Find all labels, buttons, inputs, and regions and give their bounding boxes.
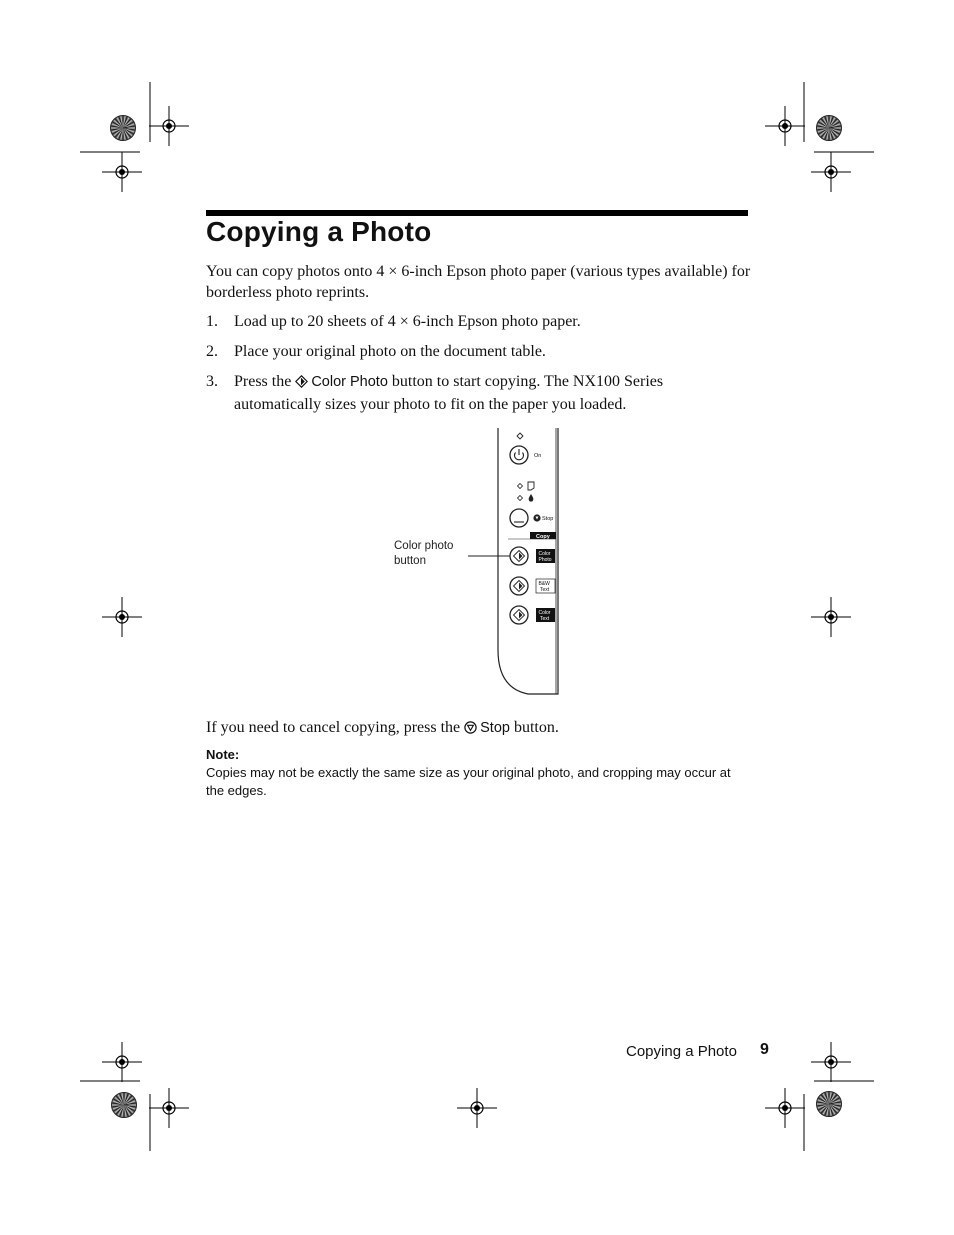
color-photo-label: Color Photo: [311, 374, 388, 390]
bw-text-line2: Text: [540, 587, 550, 593]
color-photo-line2: Photo: [538, 557, 552, 563]
color-text-line2: Text: [540, 616, 550, 622]
note-heading: Note:: [206, 747, 240, 762]
color-photo-line1: Color: [538, 551, 551, 557]
paper-light-icon: [518, 484, 523, 489]
stop-label: Stop: [480, 720, 510, 736]
step-3-line2: automatically sizes your photo to fit on the paper you loaded.: [234, 396, 627, 413]
ink-light-icon: [518, 496, 523, 501]
step-number: 1.: [206, 313, 218, 330]
paper-icon: [528, 482, 534, 490]
note-text: Copies may not be exactly the same size as your original photo, and cropping may occur at the edges.: [206, 765, 731, 798]
power-button[interactable]: [510, 446, 528, 464]
step-text: Place your original photo on the document table.: [234, 343, 546, 360]
color-text-line1: Color: [538, 610, 551, 616]
bw-text-button[interactable]: [510, 577, 528, 595]
step-number: 3.: [206, 373, 218, 390]
copy-label: Copy: [536, 534, 550, 540]
stop-button[interactable]: [510, 509, 528, 527]
on-label: On: [534, 453, 542, 459]
step-number: 2.: [206, 343, 218, 360]
footer-section-title: Copying a Photo: [626, 1043, 737, 1060]
color-text-button[interactable]: [510, 606, 528, 624]
stop-icon: [533, 514, 540, 521]
step-3-post: button to start copying. The NX100 Series: [391, 373, 664, 390]
callout-label: Color photo button: [394, 540, 454, 567]
cancel-pre: If you need to cancel copying, press the: [206, 719, 461, 736]
color-photo-button[interactable]: [510, 547, 528, 565]
power-light-icon: [517, 433, 523, 439]
cancel-instruction: [206, 717, 766, 740]
stop-label: Stop: [542, 516, 554, 522]
intro-paragraph: You can copy photos onto 4 × 6-inch Epson photo paper (various types available) for borderless photo reprints.: [206, 263, 751, 301]
ink-drop-icon: [529, 494, 534, 502]
bw-text-line1: B&W: [538, 581, 550, 587]
step-3-pre: Press the: [234, 373, 292, 390]
page-number: 9: [760, 1041, 769, 1058]
stop-icon: [464, 719, 477, 740]
cancel-post: button.: [513, 719, 559, 736]
page-title: Copying a Photo: [206, 216, 432, 247]
step-text: Load up to 20 sheets of 4 × 6-inch Epson photo paper.: [234, 313, 581, 330]
